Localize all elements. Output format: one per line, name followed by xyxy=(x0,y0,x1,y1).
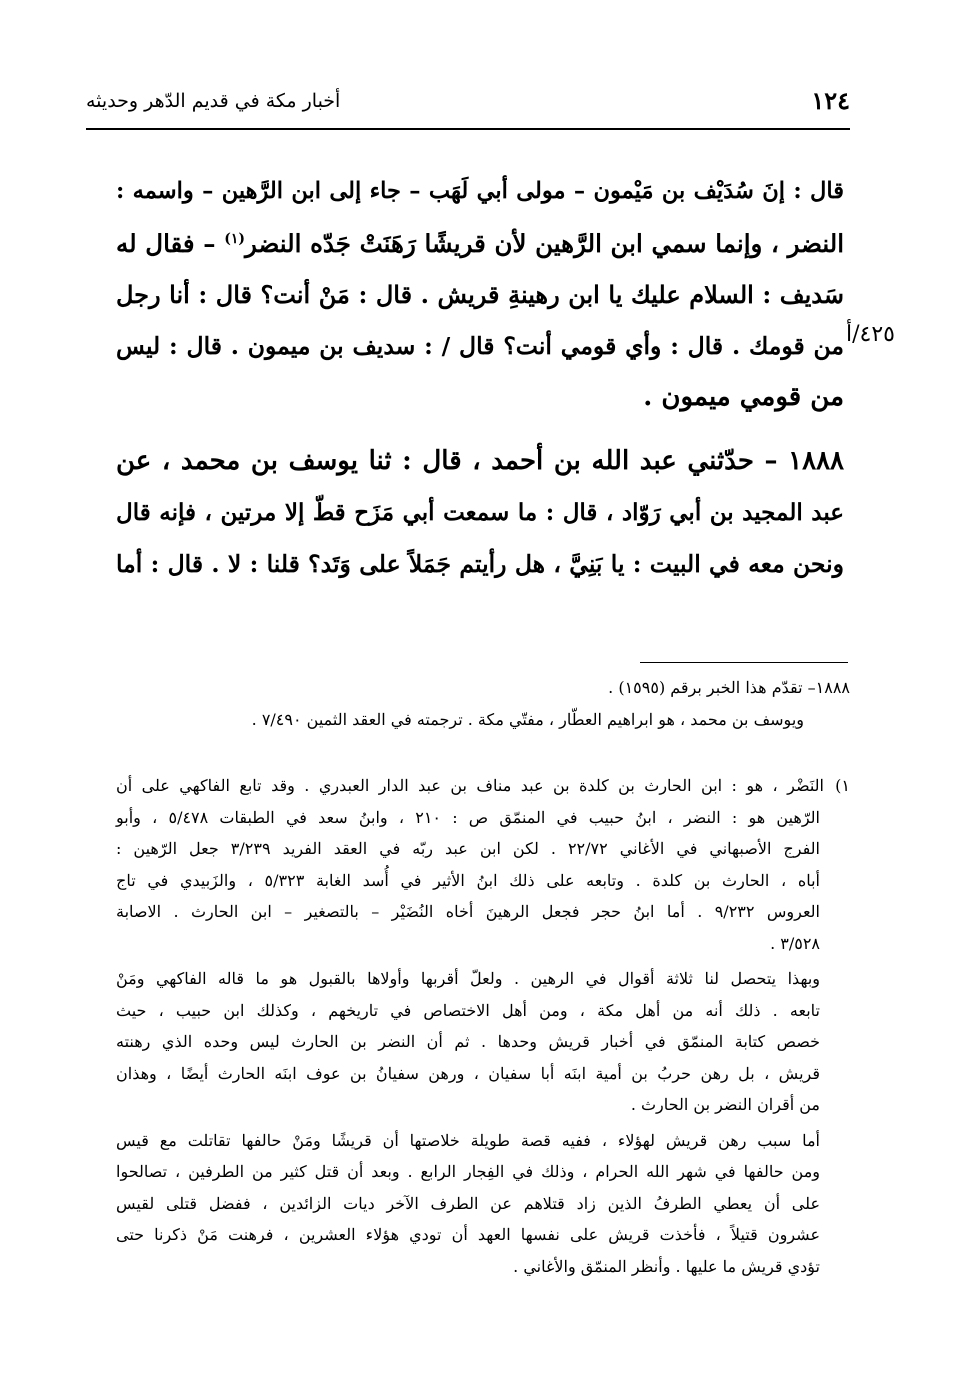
footnote-line: العروس ٩/٢٣٢ . أما ابنُ حجر فجعل الرهينَ أخاه النُضَيْر – بالتصغير – ابن الحارث . الاصابة xyxy=(116,902,820,921)
text-line: سَديف : السلام عليك يا ابن رهينةِ قريش . قال : مَنْ أنت؟ قال : أنا رجل xyxy=(116,280,844,309)
footnote-line: ٣/٥٢٨ . xyxy=(770,933,820,953)
footnote-line: تابعه . ذلك أنه من أهل مكة ، ومن أهل الاختصاص في تاريخهم ، وكذلك ابن حبيب ، حيث xyxy=(116,1000,821,1020)
footnote-line: الفرج الأصبهاني في الأغاني ٢٢/٧٢ . لكن ابن عبد ربّه في العقد الفريد ٣/٢٣٩ جعل الرّهين : xyxy=(116,839,820,858)
text-fragment: النَضْر ، هو : ابن الحارث بن كلدة بن عبد مناف بن عبد الدار العبدري . وقد تابع الفاكهي على أن xyxy=(116,776,824,795)
page-number: ١٢٤ xyxy=(811,86,850,115)
header-rule xyxy=(86,128,850,130)
footnote-line: من أقران النضر بن الحارث . xyxy=(630,1095,820,1114)
footnote-1 xyxy=(116,770,850,1282)
text-line: من قومك . قال : وأي قومي أنت؟ قال / : سديف بن ميمون . قال : ليس xyxy=(116,331,844,360)
footnote-line: أما سبب رهن قريش لهؤلاء ، ففيه قصة طويلة خلاصتها أن قريشًا ومَنْ حالفها تقاتلت مع قيس xyxy=(116,1130,820,1150)
text-line: قال : إنَ سُدَيْف بن مَيْمون – مولى أبي لَهَب – جاء إلى ابن الرَّهين – واسمه : xyxy=(116,178,844,204)
text-line: ١٨٨٨ – حدّثني عبد الله بن أحمد ، قال : ثنا يوسف بن محمد ، عن xyxy=(116,445,844,476)
footnote-number: ١) xyxy=(835,776,850,795)
footnote-line: على أن يعطي الطرفُ الذين زاد قتلاهم عن الطرف الآخر ديات الزائدين ، ففضل قتلى لقيس xyxy=(116,1193,820,1213)
footnote-paragraph xyxy=(116,1125,850,1283)
footnote-line: تؤدي قريش ما عليها . وأنظر المنمّق والأغاني . xyxy=(513,1256,820,1276)
paragraph-1888 xyxy=(116,436,844,591)
main-text xyxy=(116,166,844,590)
text-line xyxy=(116,218,844,270)
footnote-paragraph xyxy=(116,963,850,1121)
text-line: عبد المجيد بن أبي رَوّاد ، قال : ما سمعت أبي مَزَح قطّ إلا مرتين ، فإنه قال xyxy=(116,499,844,526)
footnote-line: خصص كتابة المنمّق في أخبار قريش وحدها . ثم أن النضر بن الحارث ليس وحده الذي رهنته xyxy=(116,1032,820,1051)
footnote-line: الرّهين هو : النضر ، ابنُ حبيب في المنمّق ص : ٢١٠ ، وابنُ سعد في الطبقات ٥/٤٧٨ ، وأبو xyxy=(116,807,820,827)
text-line: ونحن معه في البيت : يا بَنِيَّ ، هل رأيتم جَمَلاً على وَتَد؟ قلنا : لا . قال : أما xyxy=(116,549,844,578)
annotation-line: ١٨٨٨– تقدّم هذا الخبر برقم (١٥٩٥) . xyxy=(608,678,850,697)
paragraph-1 xyxy=(116,166,844,424)
editor-annotation xyxy=(116,672,850,736)
text-fragment: – فقال له xyxy=(116,228,225,258)
footnote-line: وبهذا يتحصل لنا ثلاثة أقوال في الرهين . ولعلّ أقربها وأولاها بالقبول هو ما قاله الفاكهي ومَنْ xyxy=(116,969,820,988)
manuscript-folio-reference: ٤٢٥/أ xyxy=(846,322,895,347)
footnote-line: قريش ، بل رهن حربُ بن أمية ابنَه أبا سفيان ، ورهن سفيانُ بن عوف ابنَه الحارث أيضًا ، وهذان xyxy=(116,1063,820,1083)
text-fragment: النضر ، وإنما سمي ابن الرَّهين لأن قريشًا رَهَنَتْ جَدّه النضر xyxy=(245,228,845,258)
footnote-line xyxy=(116,770,850,802)
running-title: أخبار مكة في قديم الدّهر وحديثه xyxy=(86,90,341,112)
footnote-line: ومن حالفها في شهر الله الحرام ، وذلك في الفِجار الرابع . وبعد أن قتل كثير من الطرفين ، تصالحوا xyxy=(116,1162,820,1181)
footnote-reference: (١) xyxy=(224,230,245,247)
footnote-line: أباه ، الحارث بن كلدة . وتابعه على ذلك ابنُ الأثير في أُسد الغابة ٥/٣٢٣ ، والزَبيدي في تاج xyxy=(116,870,820,890)
page-header xyxy=(86,84,850,124)
footnote-paragraph xyxy=(116,770,850,959)
footnote-line: عشرون قتيلاً ، فأخذت قريش على نفسها العهد أن تودي هؤلاء العشرين ، فرهنت مَنْ ذكرنا حتى xyxy=(116,1225,820,1244)
text-line: من قومي ميمون . xyxy=(643,382,844,412)
annotation-line: ويوسف بن محمد ، هو ابراهيم العطّار ، مفتّي مكة . ترجمته في العقد الثمين ٧/٤٩٠ . xyxy=(251,710,804,729)
footnote-separator xyxy=(640,662,848,663)
